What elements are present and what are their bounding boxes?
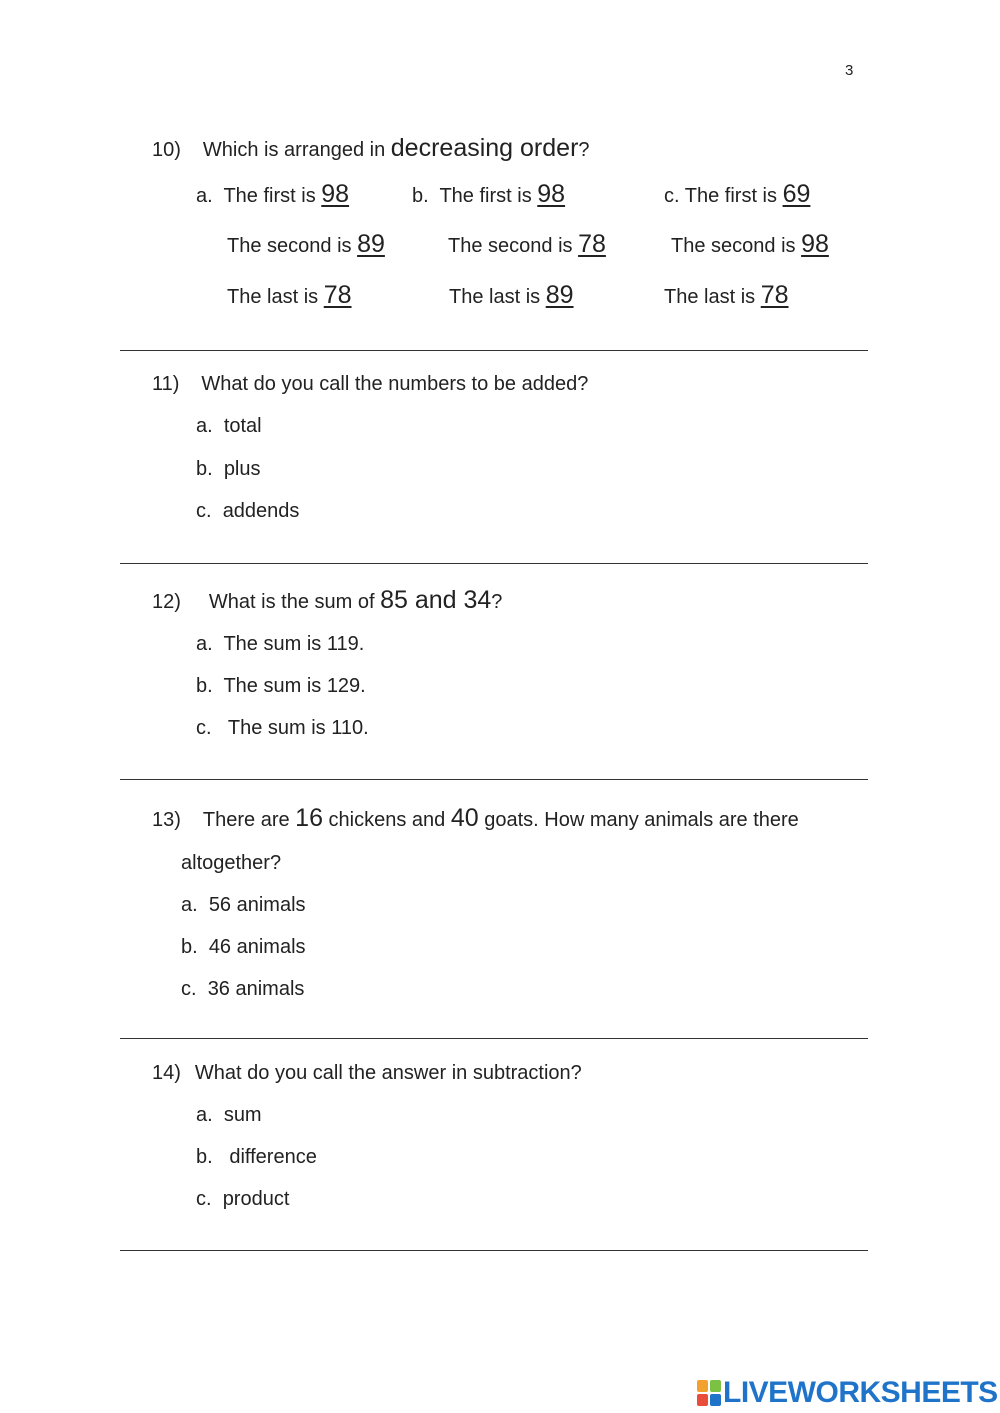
q12-option-b[interactable]: b. The sum is 129.: [196, 675, 366, 697]
q13-option-a[interactable]: a. 56 animals: [181, 894, 306, 916]
page-number: 3: [845, 62, 854, 79]
divider: [120, 779, 868, 780]
q12-option-a[interactable]: a. The sum is 119.: [196, 633, 365, 655]
q10-option-b-second: The second is 78: [448, 230, 606, 258]
q12-option-c[interactable]: c. The sum is 110.: [196, 717, 369, 739]
question-number: 12): [152, 591, 181, 613]
q14-option-a[interactable]: a. sum: [196, 1104, 262, 1126]
divider: [120, 350, 868, 351]
question-10-text: 10) Which is arranged in decreasing order?: [152, 134, 590, 162]
logo-mark-icon: [697, 1380, 721, 1406]
logo-text: LIVEWORKSHEETS: [723, 1376, 998, 1409]
q10-option-a-first[interactable]: a. The first is 98: [196, 180, 350, 208]
q10-option-c-first[interactable]: c. The first is 69: [664, 180, 811, 208]
question-14-text: 14) What do you call the answer in subtraction?: [152, 1062, 582, 1084]
q11-option-c[interactable]: c. addends: [196, 500, 300, 522]
q10-option-c-last: The last is 78: [664, 281, 789, 309]
q10-option-a-last: The last is 78: [227, 281, 352, 309]
q13-option-b[interactable]: b. 46 animals: [181, 936, 306, 958]
q11-option-b[interactable]: b. plus: [196, 458, 261, 480]
q10-option-b-first[interactable]: b. The first is 98: [412, 180, 566, 208]
question-number: 14): [152, 1062, 181, 1084]
q14-option-c[interactable]: c. product: [196, 1188, 290, 1210]
question-12-text: 12) What is the sum of 85 and 34?: [152, 586, 503, 614]
question-number: 10): [152, 139, 181, 161]
q11-option-a[interactable]: a. total: [196, 415, 262, 437]
divider: [120, 1250, 868, 1251]
q14-option-b[interactable]: b. difference: [196, 1146, 317, 1168]
question-number: 13): [152, 809, 181, 831]
q10-option-a-second: The second is 89: [227, 230, 385, 258]
question-11-text: 11) What do you call the numbers to be added?: [152, 373, 589, 395]
question-number: 11): [152, 373, 180, 395]
liveworksheets-logo[interactable]: [697, 1378, 998, 1408]
q13-option-c[interactable]: c. 36 animals: [181, 978, 305, 1000]
divider: [120, 1038, 868, 1039]
q10-option-b-last: The last is 89: [449, 281, 574, 309]
divider: [120, 563, 868, 564]
q10-option-c-second: The second is 98: [671, 230, 829, 258]
question-13-text-line2: altogether?: [181, 852, 282, 874]
question-13-text: 13) There are 16 chickens and 40 goats. How many animals are there: [152, 804, 799, 832]
